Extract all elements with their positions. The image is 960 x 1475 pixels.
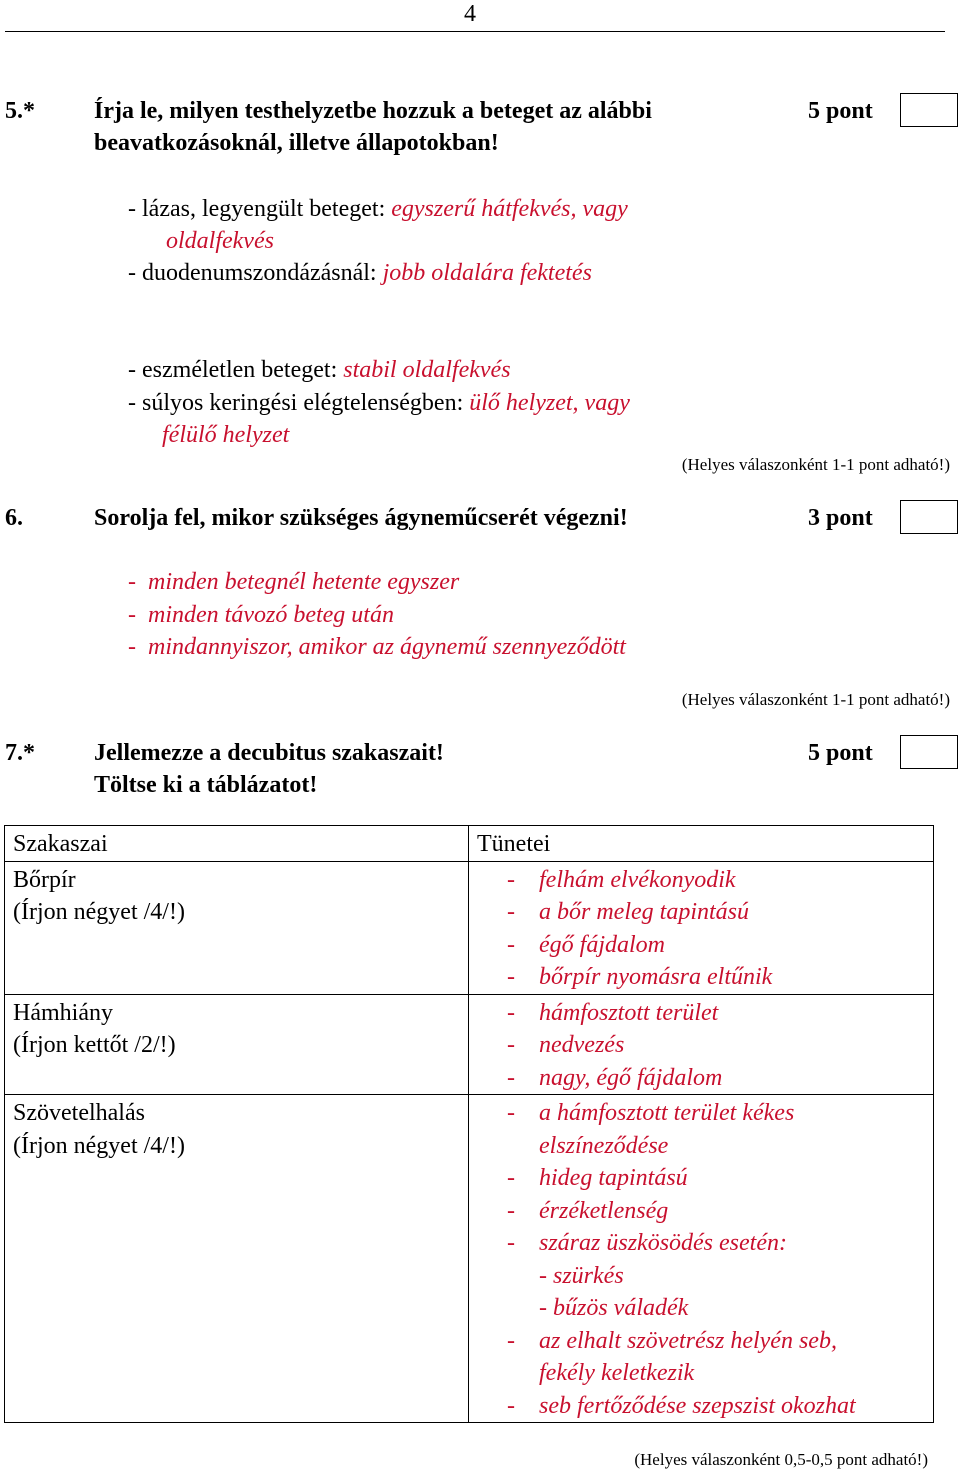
symptom-item: - érzéketlenség (507, 1197, 669, 1224)
q5-scoring-note: (Helyes válaszonként 1-1 pont adható!) (681, 455, 950, 474)
table-header-row (5, 826, 934, 862)
table-row (5, 861, 934, 994)
q6-question: Sorolja fel, mikor szükséges ágyneműcserét végezni! (94, 505, 628, 531)
q7-score-box[interactable] (900, 735, 958, 769)
stage-name: Hámhiány (13, 999, 113, 1026)
stage-name: Szövetelhalás (13, 1100, 145, 1126)
symptom-item: - a bőr meleg tapintású (507, 899, 749, 925)
q6-points: 3 pont (808, 505, 873, 531)
q5-answer-1-cont: oldalfekvés (166, 228, 274, 254)
q6-answer-2: - minden távozó beteg után (128, 602, 394, 628)
col-header-symptoms: Tünetei (469, 826, 934, 862)
nested-symptom-item: - bűzös váladék (539, 1295, 689, 1321)
symptom-item: - nedvezés (507, 1032, 625, 1058)
q5-answer-1: - lázas, legyengült beteget: egyszerű hátfekvés, vagy (128, 196, 628, 222)
q5-answer-4: - súlyos keringési elégtelenségben: ülő helyzet, vagy (128, 390, 630, 416)
q5-number: 5.* (5, 98, 35, 124)
table-row (5, 1095, 934, 1423)
page-number: 4 (464, 1, 476, 27)
symptom-item: - felhám elvékonyodik (507, 866, 736, 893)
q7-number: 7.* (5, 740, 35, 766)
q6-scoring-note: (Helyes válaszonként 1-1 pont adható!) (681, 690, 950, 709)
symptom-item: - égő fájdalom (507, 931, 665, 958)
q5-answer-4-cont: félülő helyzet (162, 422, 290, 448)
q5-question-line1: Írja le, milyen testhelyzetbe hozzuk a beteget az alábbi (94, 98, 652, 124)
stage-instruction: (Írjon kettőt /2/!) (13, 1032, 176, 1058)
symptom-item: - a hámfosztott terület kékes elszíneződése (507, 1100, 795, 1159)
table-row (5, 994, 934, 1095)
q5-question-line2: beavatkozásoknál, illetve állapotokban! (94, 130, 499, 156)
q7-points: 5 pont (808, 740, 873, 766)
q5-answer-2: - duodenumszondázásnál: jobb oldalára fektetés (128, 260, 592, 286)
stage-cell (5, 1095, 469, 1423)
symptom-item: - az elhalt szövetrész helyén seb, fekély keletkezik (507, 1327, 837, 1386)
q5-answer-3: - eszméletlen beteget: stabil oldalfekvés (128, 357, 511, 383)
q6-score-box[interactable] (900, 500, 958, 534)
symptom-item: - nagy, égő fájdalom (507, 1064, 723, 1091)
symptoms-cell (469, 1095, 934, 1423)
symptom-item: - hideg tapintású (507, 1165, 688, 1191)
symptom-item: - bőrpír nyomásra eltűnik (507, 964, 773, 990)
q6-answer-1: - minden betegnél hetente egyszer (128, 569, 460, 595)
symptom-item: - hámfosztott terület (507, 999, 719, 1026)
symptom-item: - száraz üszkösödés esetén: (507, 1230, 787, 1256)
q5-points: 5 pont (808, 98, 873, 124)
symptom-item: - seb fertőződése szepszist okozhat (507, 1392, 856, 1419)
stage-name: Bőrpír (13, 866, 76, 893)
symptoms-cell (469, 994, 934, 1095)
symptoms-cell (469, 861, 934, 994)
q7-question-line1: Jellemezze a decubitus szakaszait! (94, 740, 444, 766)
stage-cell (5, 994, 469, 1095)
q6-answer-3: - mindannyiszor, amikor az ágynemű szennyeződött (128, 634, 626, 660)
q6-number: 6. (5, 505, 23, 531)
stage-instruction: (Írjon négyet /4/!) (13, 899, 185, 925)
decubitus-table (4, 825, 934, 1423)
nested-symptom-item: - szürkés (539, 1262, 624, 1289)
col-header-stages: Szakaszai (5, 826, 469, 862)
q7-scoring-note: (Helyes válaszonként 0,5-0,5 pont adható!) (634, 1450, 928, 1469)
q5-score-box[interactable] (900, 93, 958, 127)
q7-question-line2: Töltse ki a táblázatot! (94, 772, 318, 798)
header-rule (5, 31, 945, 32)
stage-cell (5, 861, 469, 994)
stage-instruction: (Írjon négyet /4/!) (13, 1132, 185, 1159)
